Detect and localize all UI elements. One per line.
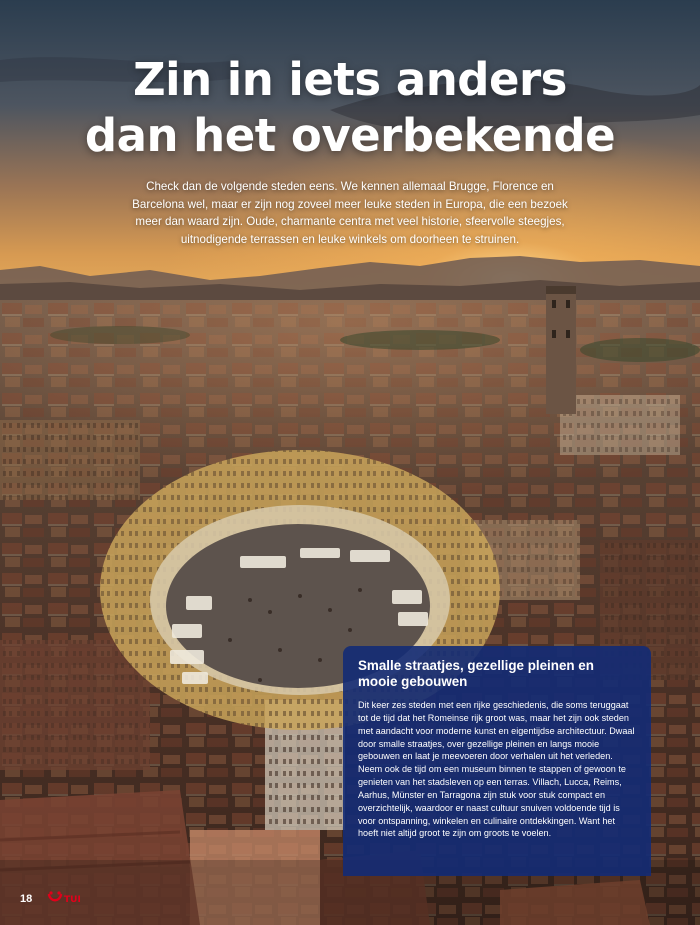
tui-logo-text: TUI bbox=[64, 895, 81, 905]
info-box-body: Dit keer zes steden met een rijke geschiedenis, die soms teruggaat tot de tijd dat het Romeinse rijk groot was, maar het zijn ook steden met aandacht voor moderne kunst en eigentijdse architectuur. Dwaal door smalle straatjes, over gezellige pleinen en langs mooie gebouwen en laat je meevoeren door verhalen uit het verleden. Neem ook de tijd om een museum binnen te stappen of gewoon te genieten van het stadsleven op een terras. Villach, Lucca, Reims, Aarhus, Münster en Tarragona zijn stuk voor stuk compact en overzichtelijk, waardoor er naast cultuur snuiven voldoende tijd is voor ontspanning, winkelen en culinaire ontdekkingen. Want het hoeft niet altijd groot te zijn om groots te voelen. bbox=[358, 700, 635, 839]
intro-text: Check dan de volgende steden eens. We kennen allemaal Brugge, Florence en Barcelona wel, maar er zijn nog zoveel meer leuke steden in Europa, die een bezoek meer dan waard zijn. Oude, charmante centra met veel historie, sfeervolle steegjes, uitnodigende terrassen en leuke winkels om doorheen te struinen. bbox=[132, 180, 568, 246]
headline-line-1: Zin in iets anders bbox=[133, 53, 567, 106]
page-number: 18 bbox=[20, 893, 33, 905]
tui-logo-icon bbox=[47, 890, 87, 906]
info-box-title: Smalle straatjes, gezellige pleinen en mooie gebouwen bbox=[358, 658, 594, 689]
headline bbox=[0, 52, 700, 164]
headline-line-2: dan het overbekende bbox=[84, 109, 616, 162]
info-box bbox=[343, 646, 651, 876]
